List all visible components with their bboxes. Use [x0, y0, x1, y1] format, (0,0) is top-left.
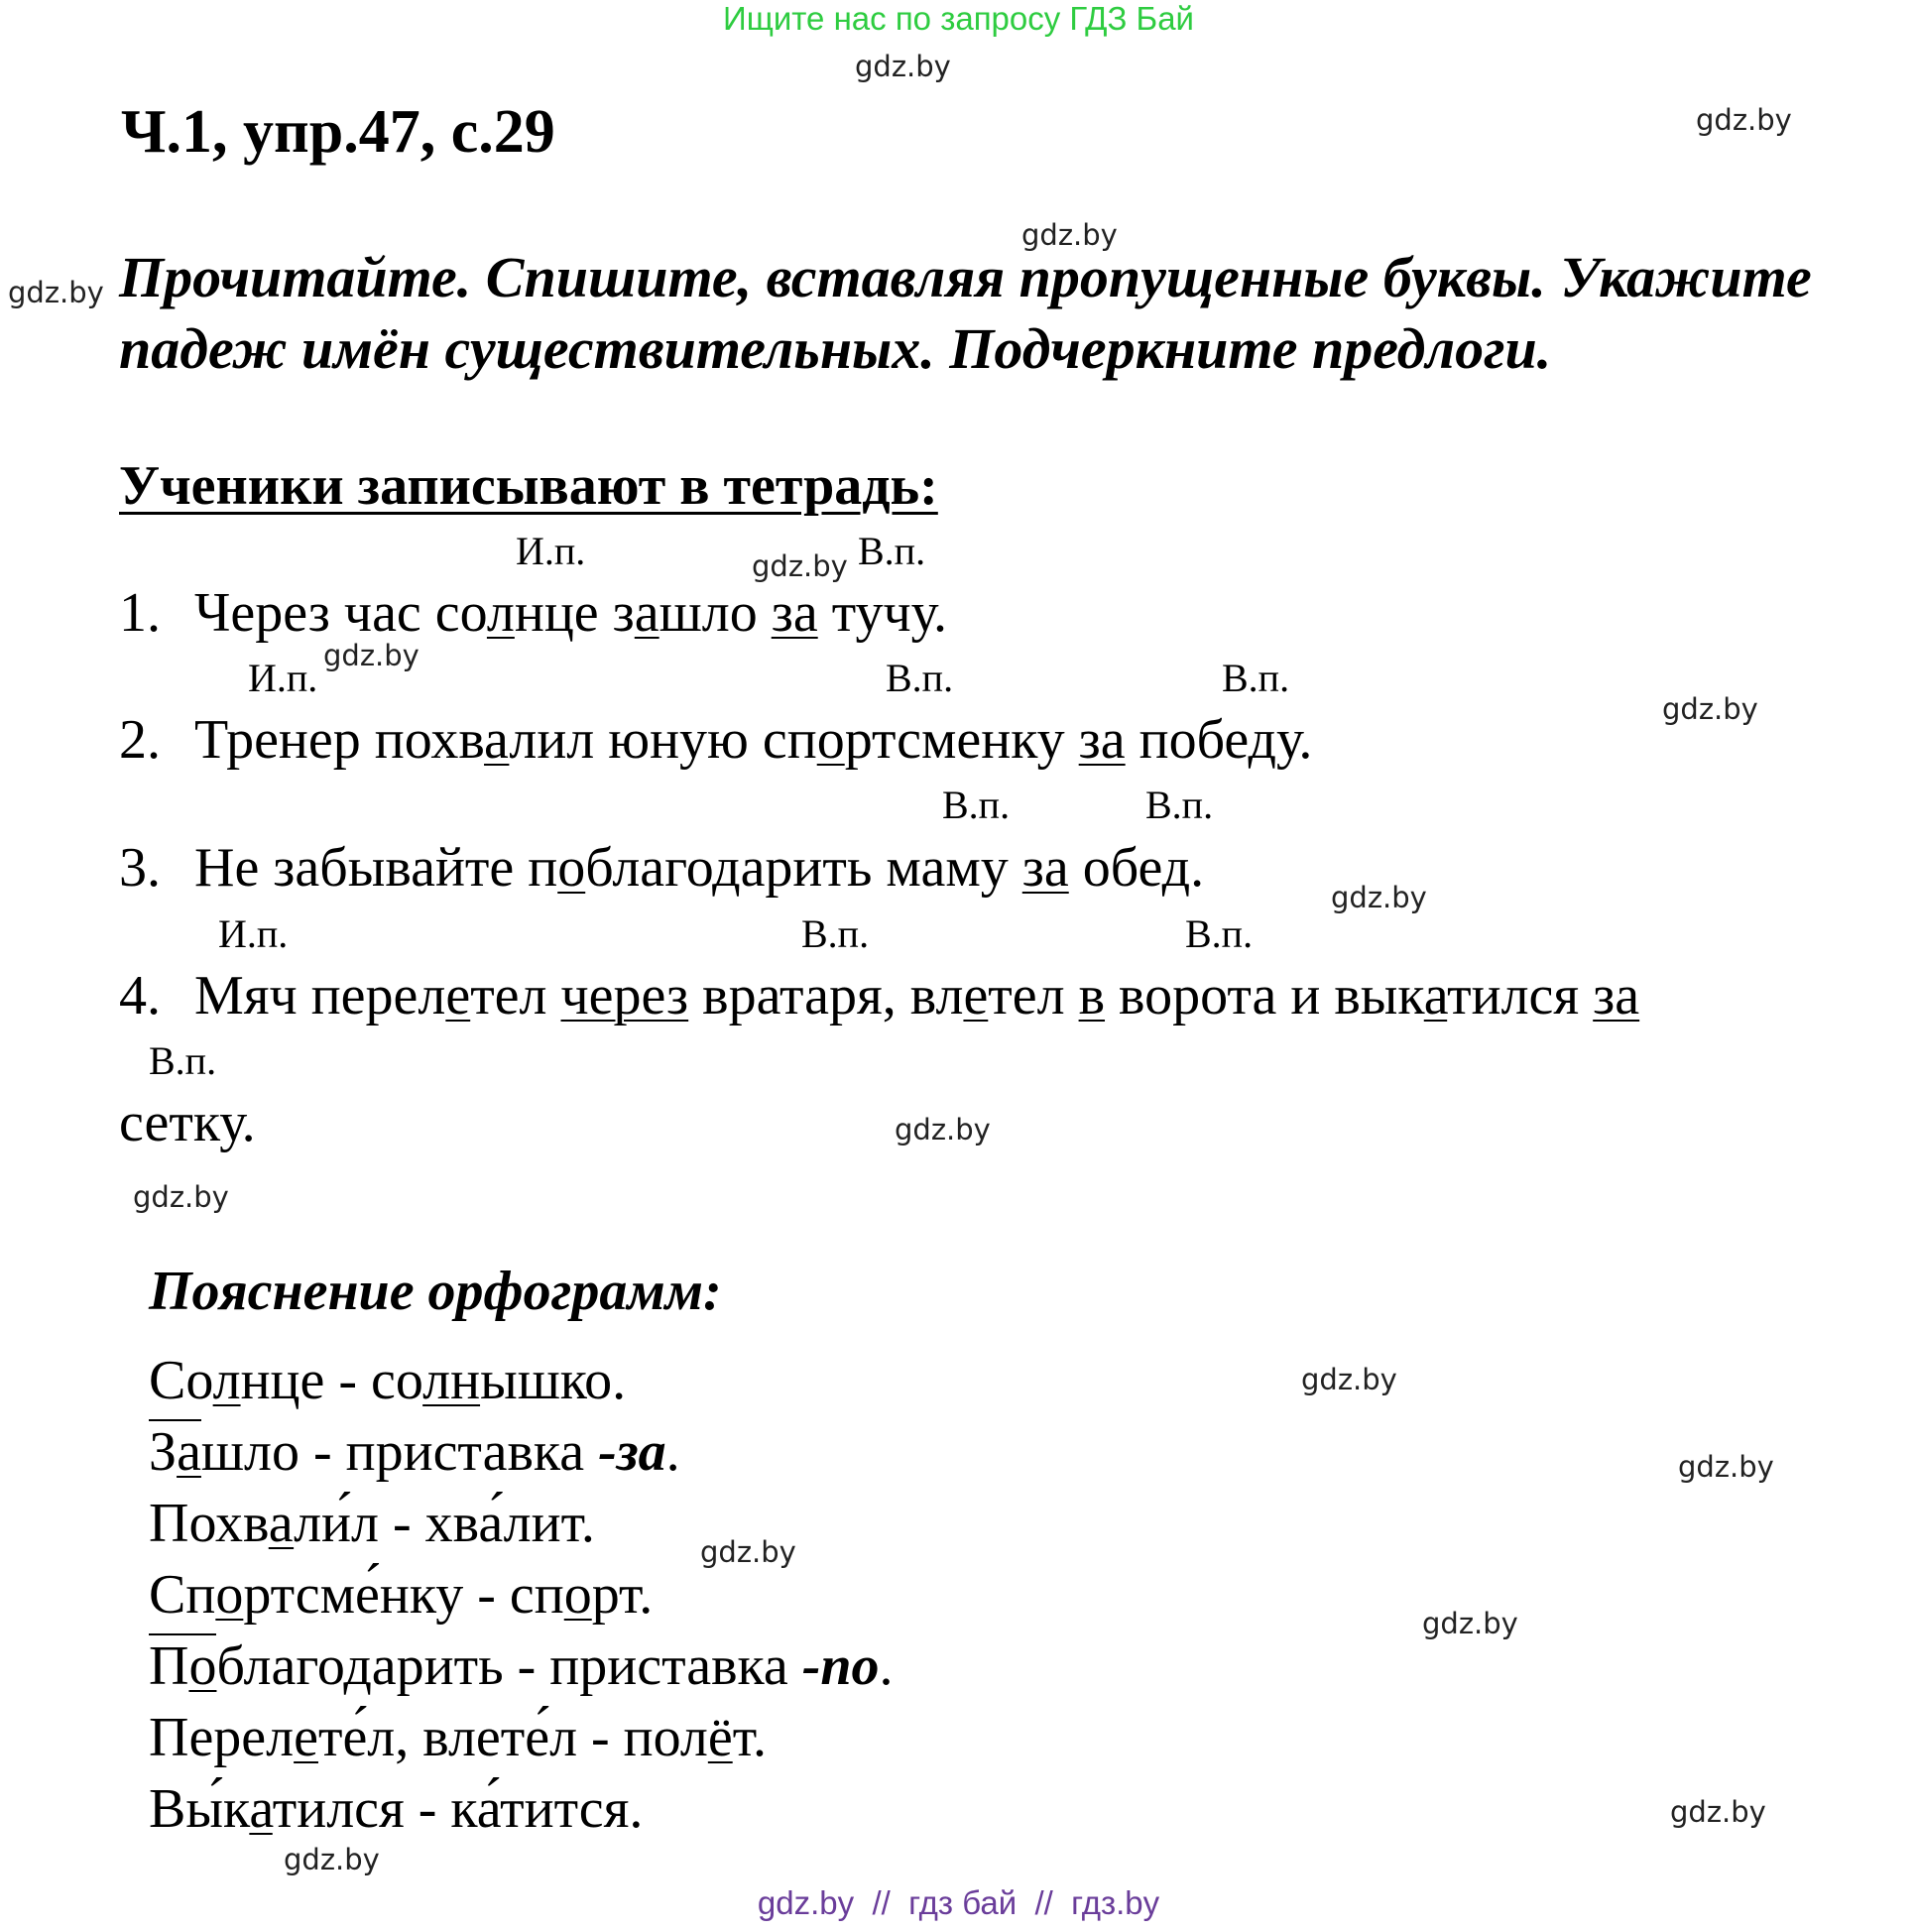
text-fragment: тучу. — [817, 582, 947, 644]
watermark: gdz.by — [1301, 1363, 1397, 1396]
watermark: gdz.by — [700, 1535, 796, 1569]
spelling-letter: а — [634, 582, 659, 644]
preposition: за — [771, 582, 818, 644]
text-fragment: Сп — [149, 1564, 216, 1626]
text-fragment: тился - ка́тится. — [272, 1778, 644, 1840]
spelling-letter: е — [445, 965, 471, 1026]
sentence-4-continuation: сетку. — [119, 1092, 256, 1153]
text-fragment: Через час со — [194, 582, 487, 644]
text-fragment: ли́л - хва́лит. — [294, 1493, 595, 1554]
explanation-line — [149, 1563, 653, 1627]
text-fragment: ртсме́нку - сп — [243, 1564, 564, 1626]
prefix-marker: -по — [801, 1635, 880, 1697]
spelling-letter: л — [212, 1350, 241, 1411]
explanation-line — [149, 1420, 680, 1484]
text-fragment: благодарить маму — [585, 837, 1022, 899]
preposition: за — [1593, 965, 1640, 1026]
spelling-letter: о — [816, 709, 845, 771]
case-label: И.п. — [248, 656, 318, 700]
watermark: gdz.by — [133, 1180, 229, 1214]
watermark: gdz.by — [1422, 1607, 1518, 1640]
spelling-letter: е — [294, 1707, 318, 1768]
sentence-number: 2. — [119, 709, 161, 771]
spelling-letter: о — [188, 1635, 217, 1697]
text-fragment: . — [665, 1421, 680, 1483]
text-fragment: те́л, влете́л - пол — [317, 1707, 708, 1768]
sentence-number: 4. — [119, 965, 161, 1026]
watermark: gdz.by — [284, 1843, 380, 1876]
spelling-letter: а — [177, 1421, 201, 1483]
explanation-line — [149, 1634, 894, 1698]
section-title: Ученики записывают в тетрадь: — [119, 455, 938, 517]
preposition: за — [1078, 709, 1126, 771]
text-fragment: П — [149, 1635, 189, 1697]
spelling-letter: а — [249, 1778, 273, 1840]
spelling-letter: о — [557, 837, 586, 899]
text-fragment: тел — [470, 965, 561, 1026]
sentence-4 — [119, 964, 1639, 1027]
text-fragment: вратаря, вл — [688, 965, 964, 1026]
case-label: В.п. — [1222, 656, 1290, 700]
text-fragment: нце з — [514, 582, 635, 644]
text-fragment: т. — [732, 1707, 767, 1768]
case-label: В.п. — [942, 783, 1011, 827]
text-fragment: Тренер похв — [194, 709, 485, 771]
page-title: Ч.1, упр.47, с.29 — [121, 98, 555, 166]
text-fragment: рт. — [591, 1564, 654, 1626]
explanation-line — [149, 1777, 643, 1841]
watermark: gdz.by — [752, 549, 848, 583]
explanation-line — [149, 1349, 626, 1412]
footer-links: gdz.by // гдз бай // гдз.by — [757, 1884, 1160, 1921]
text-fragment: Похв — [149, 1493, 269, 1554]
watermark: gdz.by — [1670, 1795, 1766, 1829]
text-fragment: Со — [149, 1350, 213, 1411]
watermark: gdz.by — [1696, 103, 1792, 137]
text-fragment: шло — [659, 582, 772, 644]
text-fragment: Не забывайте п — [194, 837, 558, 899]
text-fragment: Вы́к — [149, 1778, 250, 1840]
watermark: gdz.by — [1021, 218, 1118, 252]
text-fragment: победу. — [1125, 709, 1313, 771]
spelling-letter: о — [563, 1564, 592, 1626]
text-fragment: ышко. — [480, 1350, 627, 1411]
spelling-letter: лн — [422, 1350, 481, 1411]
text-fragment: нце - со — [240, 1350, 423, 1411]
watermark: gdz.by — [855, 50, 951, 83]
case-label: В.п. — [1185, 911, 1254, 956]
sentence-2 — [119, 708, 1312, 772]
text-fragment: ртсменку — [844, 709, 1079, 771]
case-label: И.п. — [516, 529, 586, 573]
text-fragment: . — [879, 1635, 894, 1697]
spelling-letter: ё — [707, 1707, 733, 1768]
explanation-title: Пояснение орфограмм: — [149, 1261, 722, 1322]
sentence-1 — [119, 581, 947, 645]
spelling-letter: о — [215, 1564, 244, 1626]
preposition: в — [1078, 965, 1106, 1026]
watermark: gdz.by — [895, 1113, 991, 1147]
text-fragment: шло - приставка — [200, 1421, 599, 1483]
text-fragment: тился — [1447, 965, 1594, 1026]
spelling-letter: е — [963, 965, 989, 1026]
preposition: через — [560, 965, 689, 1026]
sentence-number: 3. — [119, 837, 161, 899]
text-fragment: З — [149, 1421, 178, 1483]
prefix-marker: -за — [598, 1421, 666, 1483]
explanation-line — [149, 1492, 595, 1555]
text-fragment: ворота и вык — [1105, 965, 1424, 1026]
text-fragment: благодарить - приставка — [216, 1635, 802, 1697]
watermark: gdz.by — [1331, 881, 1427, 914]
sentence-3 — [119, 836, 1204, 900]
text-fragment: обе — [1068, 837, 1162, 899]
spelling-letter: л — [486, 582, 515, 644]
spelling-letter: а — [1423, 965, 1448, 1026]
case-label: В.п. — [801, 911, 870, 956]
spelling-letter: а — [484, 709, 510, 771]
case-label: В.п. — [1145, 783, 1214, 827]
case-label: В.п. — [886, 656, 954, 700]
text-fragment: Мяч перел — [194, 965, 446, 1026]
case-label: В.п. — [858, 529, 926, 573]
spelling-letter: д — [1161, 837, 1191, 899]
watermark: gdz.by — [323, 639, 419, 672]
spelling-letter: а — [268, 1493, 295, 1554]
case-label: В.п. — [149, 1038, 217, 1083]
sentence-number: 1. — [119, 582, 161, 644]
text-fragment: . — [1190, 837, 1205, 899]
watermark: gdz.by — [8, 276, 104, 309]
watermark: gdz.by — [1662, 692, 1758, 726]
task-line-2: падеж имён существительных. Подчеркните предлоги. — [119, 316, 1552, 381]
case-label: И.п. — [218, 911, 289, 956]
text-fragment: Перел — [149, 1707, 295, 1768]
text-fragment: лил юную сп — [509, 709, 817, 771]
top-banner: Ищите нас по запросу ГДЗ Бай — [723, 0, 1194, 37]
task-line-1: Прочитайте. Спишите, вставляя пропущенные буквы. Укажите — [119, 245, 1812, 309]
preposition: за — [1021, 837, 1069, 899]
text-fragment: тел — [988, 965, 1079, 1026]
watermark: gdz.by — [1678, 1450, 1774, 1484]
explanation-line — [149, 1706, 767, 1769]
